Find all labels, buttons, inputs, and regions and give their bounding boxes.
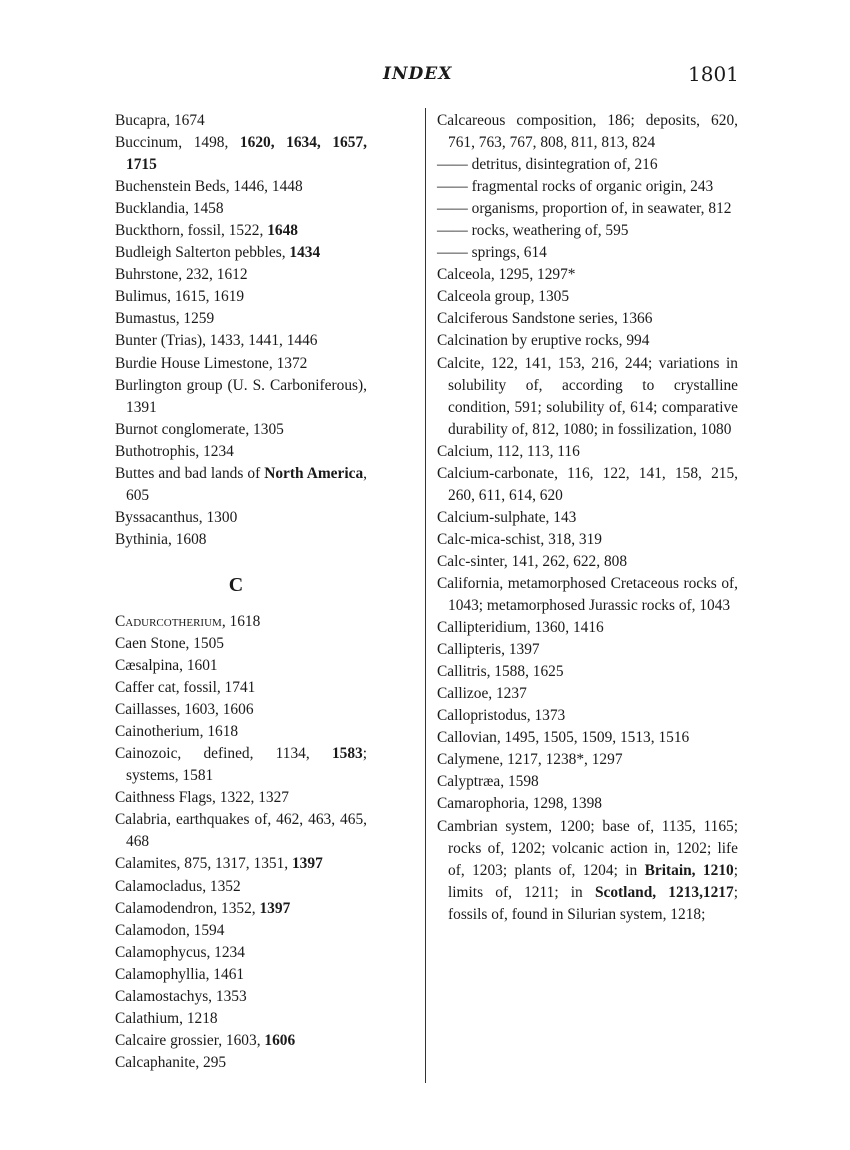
index-entry-text: Burdie House Limestone, 1372	[115, 354, 308, 372]
index-entry-text: California, metamorphosed Cretaceous rocks of, 1043; metamorphosed Jurassic rocks of, 1043	[437, 574, 738, 615]
index-entry	[115, 633, 367, 655]
index-entry	[437, 727, 738, 749]
index-entry-text: Byssacanthus, 1300	[115, 508, 238, 526]
index-entry	[115, 264, 367, 286]
index-entry-text: Calathium, 1218	[115, 1009, 218, 1027]
index-entry	[437, 816, 738, 926]
index-entry-text: Bucapra, 1674	[115, 112, 205, 129]
index-entry	[437, 198, 738, 220]
index-entry	[437, 220, 738, 242]
left-column	[115, 110, 367, 1074]
index-entry	[115, 441, 367, 463]
index-entry-text: —— detritus, disintegration of, 216	[437, 156, 658, 174]
index-entry-text: Calamites, 875, 1317, 1351,	[115, 855, 292, 873]
index-entry	[437, 639, 738, 661]
index-entry	[437, 308, 738, 330]
index-entry-text: 1648	[267, 222, 298, 240]
index-entry-text: 1397	[291, 855, 323, 873]
index-entry-text: , 1618	[221, 612, 261, 630]
section-letter: C	[228, 573, 244, 596]
index-entry	[437, 573, 738, 617]
index-entry	[115, 655, 367, 677]
index-entry-text: Callovian, 1495, 1505, 1509, 1513, 1516	[437, 729, 690, 747]
index-entry	[115, 220, 367, 242]
index-entry-text: Buttes and bad lands of	[115, 464, 265, 482]
index-entry-text: Bumastus, 1259	[115, 310, 215, 328]
index-entry-text: Calamodon, 1594	[115, 921, 225, 939]
index-entry-text: 1434	[289, 244, 321, 262]
index-entry	[115, 330, 367, 352]
index-entry	[115, 942, 367, 964]
index-entry-text: Caithness Flags, 1322, 1327	[115, 789, 290, 807]
index-entry-text: Cadurcotherium	[115, 612, 222, 630]
index-entry	[115, 507, 367, 529]
index-entry-text: Bulimus, 1615, 1619	[115, 288, 245, 306]
index-entry-text: Burnot conglomerate, 1305	[115, 420, 284, 438]
page-number: 1801	[688, 62, 739, 86]
index-entry	[437, 353, 738, 441]
index-entry-text: —— rocks, weathering of, 595	[437, 222, 629, 240]
index-entry-text: Budleigh Salterton pebbles,	[115, 244, 290, 262]
index-entry-text: 1606	[264, 1031, 296, 1049]
index-entries-c-continued	[437, 110, 738, 926]
index-entry	[115, 853, 367, 875]
running-title: INDEX	[383, 64, 453, 84]
index-entries-b	[115, 110, 367, 551]
index-entry-text: Buhrstone, 232, 1612	[115, 266, 248, 284]
index-entry-text: Bunter (Trias), 1433, 1441, 1446	[115, 332, 318, 350]
index-entry-text: Caen Stone, 1505	[115, 634, 225, 652]
index-entry-text: Calcium, 112, 113, 116	[437, 442, 580, 460]
index-entry-text: Cæsalpina, 1601	[115, 657, 218, 675]
index-entry-text: Callopristodus, 1373	[437, 707, 566, 725]
index-entry-text: Callipteridium, 1360, 1416	[437, 619, 604, 637]
index-entry-text: —— organisms, proportion of, in seawater, 812	[437, 200, 732, 218]
index-entry-text: Bucklandia, 1458	[115, 200, 224, 218]
index-entry-text: Camarophoria, 1298, 1398	[437, 795, 602, 813]
index-entry	[115, 463, 367, 507]
index-entry-text: ; limits of, 1211; in	[448, 861, 738, 901]
index-entry	[115, 529, 367, 551]
index-entry-text: Calamocladus, 1352	[115, 877, 241, 895]
index-entry	[115, 419, 367, 441]
page-header	[0, 62, 850, 92]
index-entry-text: Buchenstein Beds, 1446, 1448	[115, 178, 303, 196]
index-entry	[115, 611, 367, 633]
index-entry	[115, 876, 367, 898]
index-entry-text: Calc-mica-schist, 318, 319	[437, 530, 602, 548]
index-entry-text: Cainotherium, 1618	[115, 723, 239, 741]
index-entry	[115, 677, 367, 699]
index-entry-text: Cambrian system, 1200; base of, 1135, 1165; rocks of, 1202; volcanic action in, 1202; life of, 1203; plants of, 1204; in	[437, 817, 738, 879]
column-divider	[425, 108, 426, 1083]
index-entry	[437, 330, 738, 352]
index-entry-text: Calamostachys, 1353	[115, 987, 247, 1005]
index-entry-text: —— fragmental rocks of organic origin, 243	[437, 178, 714, 196]
index-entry-text: Calamophyllia, 1461	[115, 965, 245, 983]
index-entry	[437, 441, 738, 463]
index-entry	[115, 721, 367, 743]
index-entry	[115, 1008, 367, 1030]
index-entry	[437, 793, 738, 815]
index-entry-text: , 605	[126, 464, 367, 504]
index-entry-text: Callitris, 1588, 1625	[437, 663, 564, 681]
index-entry-text: Calcium-carbonate, 116, 122, 141, 158, 215, 260, 611, 614, 620	[437, 464, 738, 504]
index-entry-text: Scotland, 1213,1217	[594, 883, 734, 901]
index-entries-c	[115, 611, 367, 1074]
index-entry	[437, 617, 738, 639]
index-entry	[115, 242, 367, 264]
index-entry	[115, 375, 367, 419]
index-entry-text: 1620, 1634, 1657, 1715	[126, 134, 367, 174]
index-entry	[437, 463, 738, 507]
index-entry-text: Cainozoic, defined, 1134,	[115, 745, 332, 763]
index-entry-text: Burlington group (U. S. Carboniferous), 1391	[115, 376, 367, 416]
index-entry	[115, 353, 367, 375]
index-entry	[115, 787, 367, 809]
index-entry	[115, 132, 367, 176]
index-entry	[437, 286, 738, 308]
index-entry	[115, 809, 367, 853]
index-entry-text: ; fossils of, found in Silurian system, 1218;	[448, 883, 738, 923]
index-entry-text: Calcite, 122, 141, 153, 216, 244; variations in solubility of, according to crystalline condition, 591; solubility of, 614; comparative durability of, 812, 1080; in fossilization, 1080	[437, 354, 738, 438]
index-entry	[437, 551, 738, 573]
index-entry-text: Britain, 1210	[644, 861, 734, 879]
index-entry-text: Calceola, 1295, 1297*	[437, 266, 576, 284]
index-entry	[437, 661, 738, 683]
index-entry-text: Calcium-sulphate, 143	[437, 508, 577, 526]
right-column	[437, 110, 738, 926]
index-entry	[437, 683, 738, 705]
index-entry-text: Calcareous composition, 186; deposits, 620, 761, 763, 767, 808, 811, 813, 824	[437, 112, 738, 152]
index-entry-text: Buckthorn, fossil, 1522,	[115, 222, 268, 240]
index-entry	[437, 771, 738, 793]
index-entry-text: Calcination by eruptive rocks, 994	[437, 332, 650, 350]
index-entry-text: Calamophycus, 1234	[115, 943, 245, 961]
index-entry	[437, 242, 738, 264]
index-entry-text: Calc-sinter, 141, 262, 622, 808	[437, 552, 628, 570]
index-entry	[437, 507, 738, 529]
index-entry	[437, 529, 738, 551]
index-entry	[115, 699, 367, 721]
index-entry	[115, 898, 367, 920]
index-entry-text: Buthotrophis, 1234	[115, 442, 234, 460]
index-entry	[115, 964, 367, 986]
index-entry	[437, 705, 738, 727]
index-entry	[115, 1030, 367, 1052]
index-entry-text: North America	[264, 464, 364, 482]
index-entry	[115, 176, 367, 198]
index-entry-text: 1583	[331, 745, 363, 763]
index-entry-text: ; systems, 1581	[126, 745, 367, 785]
index-entry	[437, 749, 738, 771]
index-entry-text: Callipteris, 1397	[437, 641, 540, 659]
index-entry-text: Calcaphanite, 295	[115, 1053, 227, 1071]
index-entry	[115, 286, 367, 308]
index-entry	[115, 308, 367, 330]
index-entry-text: Bythinia, 1608	[115, 530, 207, 548]
index-entry	[115, 920, 367, 942]
index-entry-text: 1397	[259, 899, 291, 917]
index-entry-text: Caillasses, 1603, 1606	[115, 701, 254, 719]
index-entry	[437, 176, 738, 198]
index-entry-text: Calciferous Sandstone series, 1366	[437, 310, 653, 328]
index-entry-text: Calamodendron, 1352,	[115, 899, 260, 917]
index-entry	[115, 1052, 367, 1074]
index-entry-text: Calceola group, 1305	[437, 288, 570, 306]
index-entry-text: —— springs, 614	[437, 244, 547, 262]
index-entry	[437, 110, 738, 154]
index-entry	[115, 743, 367, 787]
index-entry	[437, 154, 738, 176]
index-entry	[437, 264, 738, 286]
index-entry-text: Calcaire grossier, 1603,	[115, 1031, 265, 1049]
index-entry-text: Buccinum, 1498,	[115, 134, 240, 152]
index-entry-text: Callizoe, 1237	[437, 685, 527, 703]
index-entry-text: Calyptræa, 1598	[437, 773, 539, 791]
index-entry-text: Calymene, 1217, 1238*, 1297	[437, 751, 623, 769]
index-entry-text: Caffer cat, fossil, 1741	[115, 679, 256, 697]
index-entry	[115, 198, 367, 220]
index-entry-text: Calabria, earthquakes of, 462, 463, 465, 468	[115, 811, 367, 851]
index-entry	[115, 110, 367, 132]
index-entry	[115, 986, 367, 1008]
